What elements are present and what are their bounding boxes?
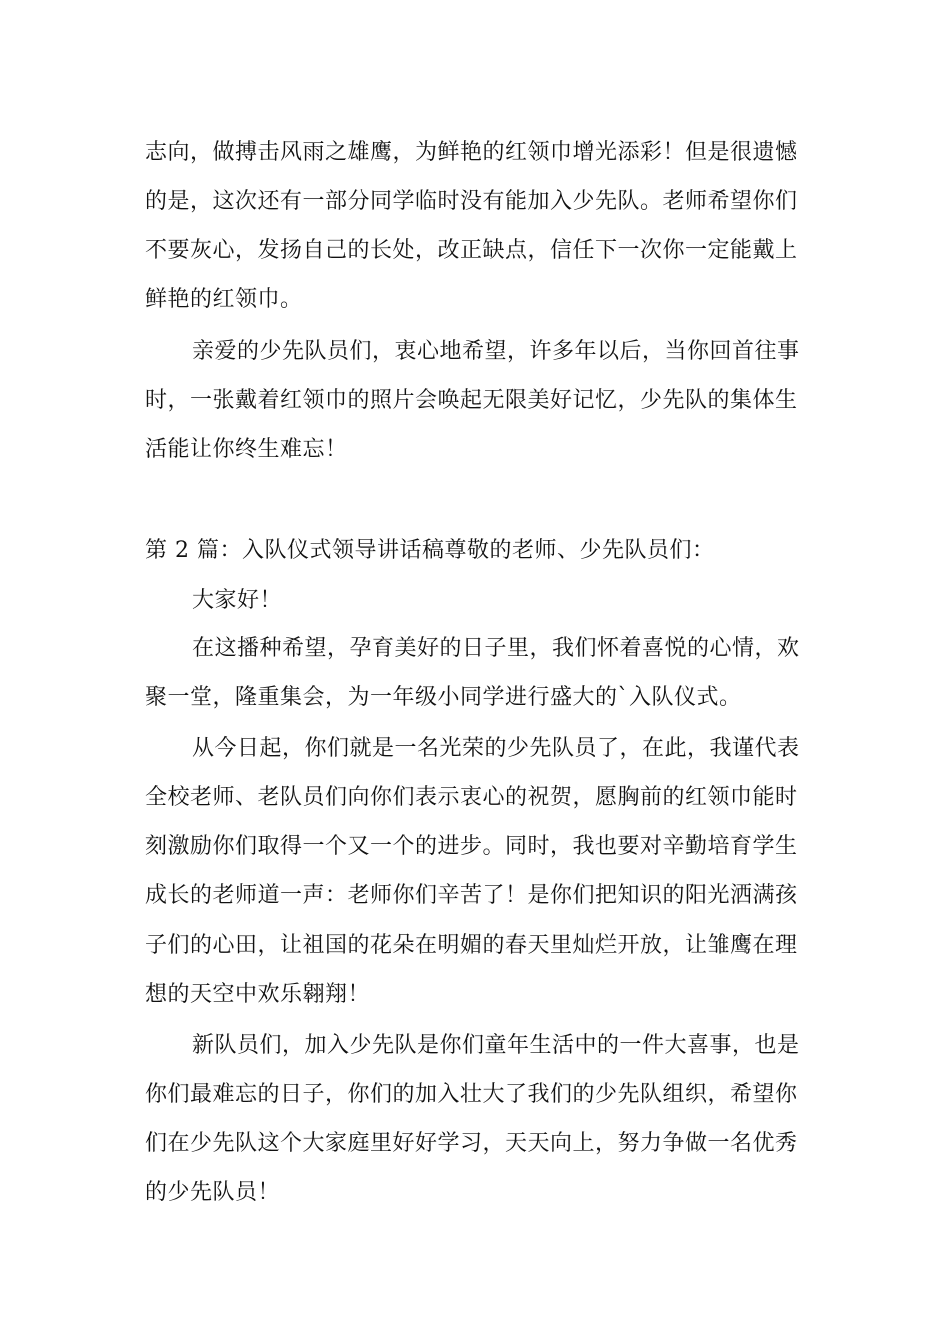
paragraph-line: 在这播种希望，孕育美好的日子里，我们怀着喜悦的心情，欢 bbox=[192, 636, 800, 661]
paragraph-line: 刻激励你们取得一个又一个的进步。同时，我也要对辛勤培育学生 bbox=[145, 834, 798, 859]
greeting-line: 大家好！ bbox=[192, 588, 283, 613]
paragraph-line: 的是，这次还有一部分同学临时没有能加入少先队。老师希望你们 bbox=[145, 189, 798, 214]
paragraph-line: 聚一堂，隆重集会，为一年级小同学进行盛大的`入队仪式。 bbox=[145, 685, 742, 710]
paragraph-line: 们在少先队这个大家庭里好好学习，天天向上，努力争做一名优秀 bbox=[145, 1131, 798, 1156]
paragraph-line: 成长的老师道一声：老师你们辛苦了！是你们把知识的阳光洒满孩 bbox=[145, 883, 798, 908]
paragraph-line: 从今日起，你们就是一名光荣的少先队员了，在此，我谨代表 bbox=[192, 736, 800, 761]
paragraph-line: 你们最难忘的日子，你们的加入壮大了我们的少先队组织，希望你 bbox=[145, 1082, 798, 1107]
paragraph-line: 亲爱的少先队员们，衷心地希望，许多年以后，当你回首往事 bbox=[192, 339, 800, 364]
paragraph-line: 活能让你终生难忘！ bbox=[145, 437, 348, 462]
paragraph-line: 的少先队员！ bbox=[145, 1180, 281, 1205]
paragraph-line: 时，一张戴着红领巾的照片会唤起无限美好记忆，少先队的集体生 bbox=[145, 388, 798, 413]
paragraph-line: 想的天空中欢乐翱翔！ bbox=[145, 982, 371, 1007]
paragraph-line: 志向，做搏击风雨之雄鹰，为鲜艳的红领巾增光添彩！但是很遗憾 bbox=[145, 140, 798, 165]
paragraph-line: 全校老师、老队员们向你们表示衷心的祝贺，愿胸前的红领巾能时 bbox=[145, 785, 798, 810]
paragraph-line: 不要灰心，发扬自己的长处，改正缺点，信任下一次你一定能戴上 bbox=[145, 238, 798, 263]
section-heading: 第 2 篇：入队仪式领导讲话稿尊敬的老师、少先队员们： bbox=[145, 538, 715, 563]
paragraph-line: 新队员们，加入少先队是你们童年生活中的一件大喜事，也是 bbox=[192, 1033, 800, 1058]
paragraph-line: 子们的心田，让祖国的花朵在明媚的春天里灿烂开放，让雏鹰在理 bbox=[145, 933, 798, 958]
paragraph-line: 鲜艳的红领巾。 bbox=[145, 287, 303, 312]
